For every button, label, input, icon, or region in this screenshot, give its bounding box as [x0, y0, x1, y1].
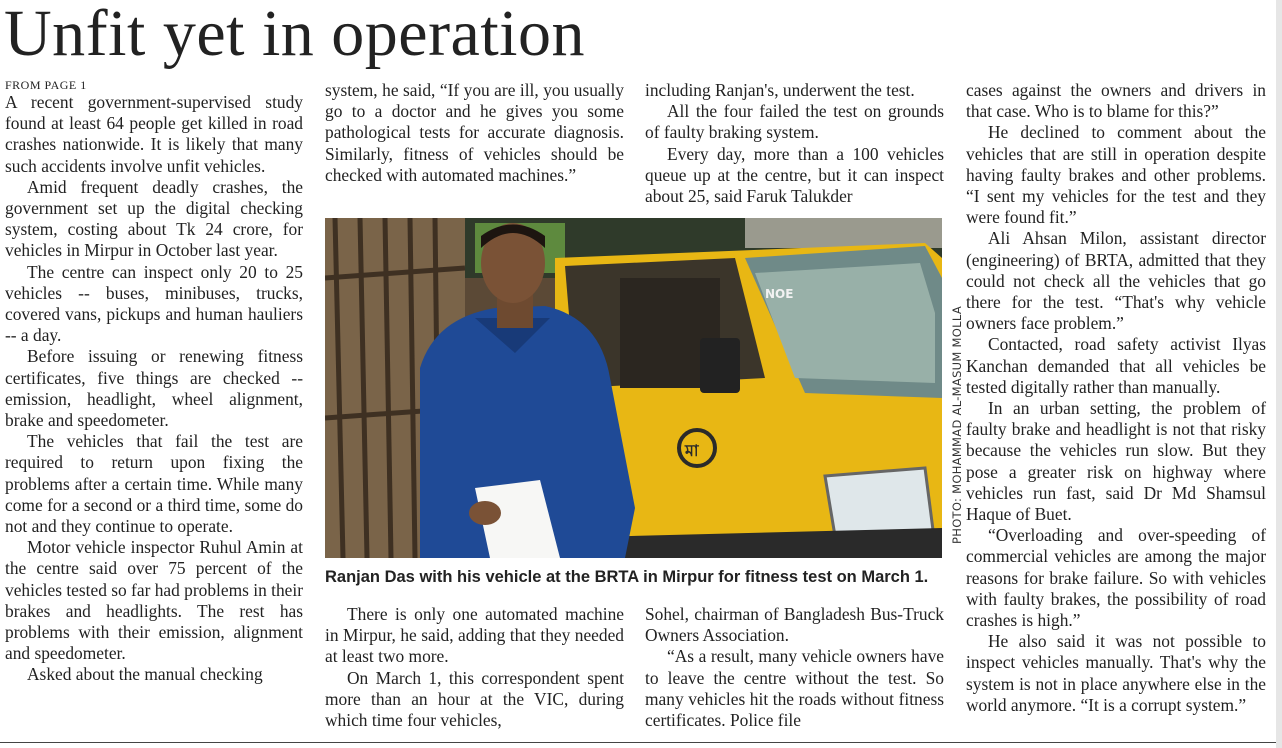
column-3-top [645, 80, 944, 207]
paragraph: He also said it was not possible to inspect vehicles manually. That's why the system is not in place anywhere else in the world anymore. “It is a corrupt system.” [966, 631, 1266, 715]
paragraph: He declined to comment about the vehicles that are still in operation despite having faulty brakes and other problems. “I sent my vehicles for the test and they were found fit.” [966, 122, 1266, 228]
van-text: NOE [765, 287, 794, 301]
paragraph: All the four failed the test on grounds of faulty braking system. [645, 101, 944, 143]
photo-caption: Ranjan Das with his vehicle at the BRTA in Mirpur for fitness test on March 1. [325, 568, 929, 586]
column-2-bottom [325, 604, 624, 731]
photo-credit: PHOTO: MOHAMMAD AL-MASUM MOLLA [950, 306, 964, 544]
paragraph: Contacted, road safety activist Ilyas Kanchan demanded that all vehicles be tested digitally rather than manually. [966, 334, 1266, 397]
column-2-top [325, 80, 624, 186]
paragraph: Every day, more than a 100 vehicles queue up at the centre, but it can inspect about 25, said Faruk Talukder [645, 143, 944, 207]
bottom-rule [0, 742, 1282, 743]
headline: Unfit yet in operation [4, 0, 586, 70]
paragraph: The vehicles that fail the test are required to return upon fixing the problems after a certain time. While many come for a second or a third time, some do not and they continue to operate. [5, 431, 303, 537]
paragraph: On March 1, this correspondent spent more than an hour at the VIC, during which time four vehicles, [325, 667, 624, 731]
paragraph: “As a result, many vehicle owners have to leave the centre without the test. So many vehicles hit the roads without fitness certificates. Police file [645, 646, 944, 731]
page-edge [1276, 0, 1282, 748]
paragraph: Amid frequent deadly crashes, the government set up the digital checking system, costing about Tk 24 crore, for vehicles in Mirpur in October last year. [5, 176, 303, 261]
door-letter: মা [685, 441, 699, 460]
paragraph: Motor vehicle inspector Ruhul Amin at the centre said over 75 percent of the vehicles tested so far had problems in their brakes and headlights. The rest has problems with their emission, alignment and speedometer. [5, 537, 303, 664]
paragraph: The centre can inspect only 20 to 25 vehicles -- buses, minibuses, trucks, covered vans, pickups and human hauliers -- a day. [5, 261, 303, 346]
column-1 [5, 78, 303, 686]
kicker: FROM PAGE 1 [5, 78, 87, 92]
paragraph: system, he said, “If you are ill, you usually go to a doctor and he gives you some pathological tests for accurate diagnosis. Similarly, fitness of vehicles should be checked with automated machines.” [325, 80, 624, 185]
paragraph: A recent government-supervised study found at least 64 people get killed in road crashes nationwide. It is likely that many such accidents involve unfit vehicles. [5, 92, 303, 176]
column-4 [966, 80, 1266, 716]
paragraph: cases against the owners and drivers in that case. Who is to blame for this?” [966, 80, 1266, 122]
paragraph: including Ranjan's, underwent the test. [645, 80, 915, 100]
paragraph: Before issuing or renewing fitness certificates, five things are checked -- emission, headlight, wheel alignment, brake and speedometer. [5, 346, 303, 431]
news-photo [325, 218, 942, 558]
column-3-bottom [645, 604, 944, 731]
paragraph: Sohel, chairman of Bangladesh Bus-Truck Owners Association. [645, 604, 944, 646]
paragraph: In an urban setting, the problem of faulty brake and headlight is not that risky because the vehicles run slow. But they pose a greater risk on highway where vehicles run fast, said Dr Md Shamsul Haque of Buet. [966, 398, 1266, 525]
paragraph: There is only one automated machine in Mirpur, he said, adding that they needed at least two more. [325, 604, 624, 667]
paragraph: Asked about the manual checking [27, 664, 263, 685]
paragraph: “Overloading and over-speeding of commercial vehicles are among the major reasons for brake failure. So with vehicles with faulty brakes, the possibility of road crashes is high.” [966, 525, 1266, 631]
paragraph: Ali Ahsan Milon, assistant director (engineering) of BRTA, admitted that they could not check all the vehicles that go there for the test. “That's why vehicle owners face problem.” [966, 228, 1266, 334]
